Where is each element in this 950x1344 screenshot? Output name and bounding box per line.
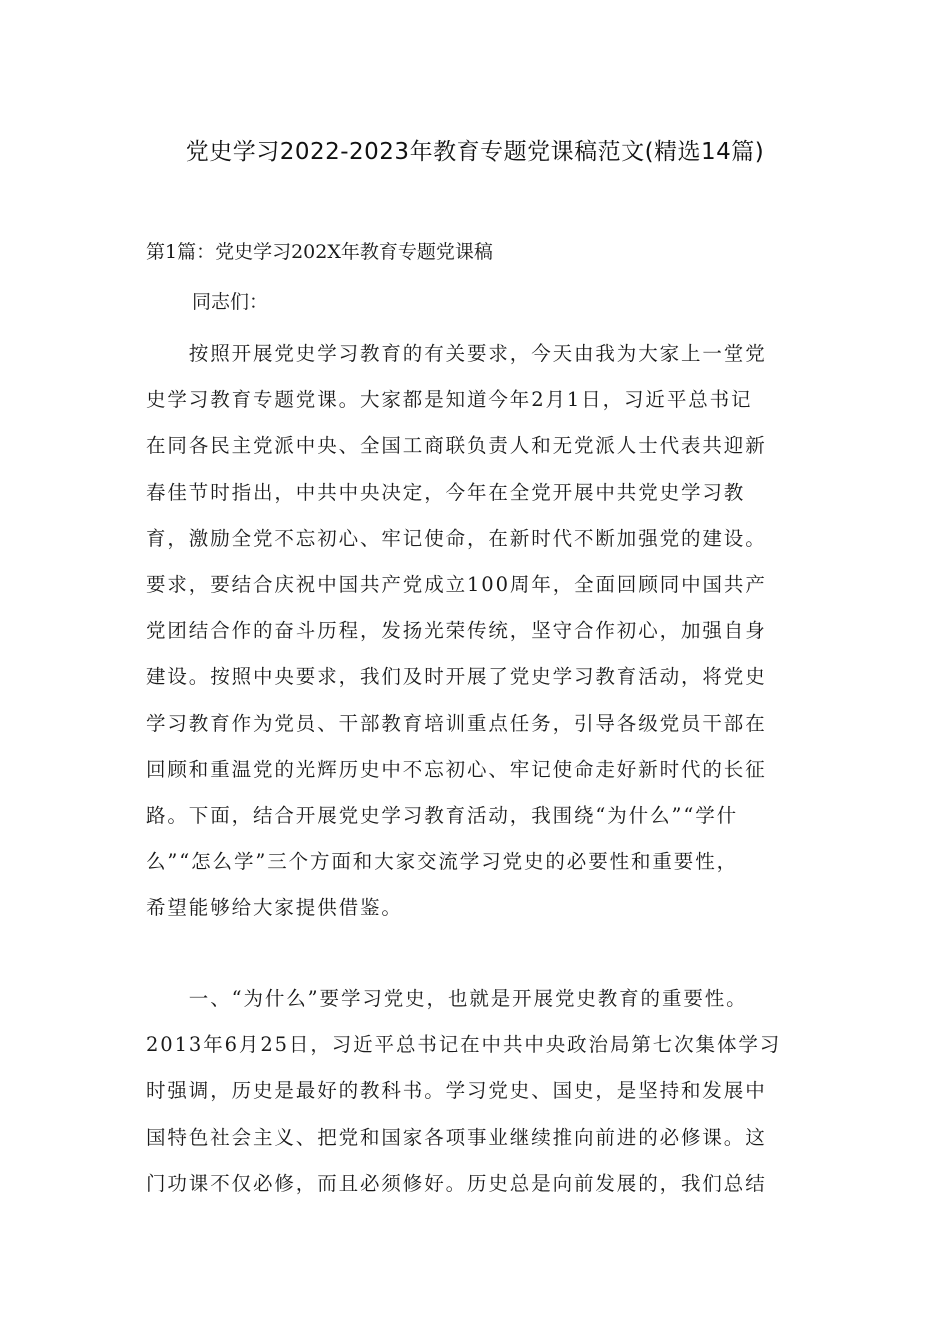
body-paragraph — [146, 976, 816, 1207]
text-line: 时强调，历史是最好的教科书。学习党史、国史，是坚持和发展中 — [146, 1079, 767, 1103]
text-line: 在同各民主党派中央、全国工商联负责人和无党派人士代表共迎新 — [146, 434, 767, 458]
text-line: 党团结合作的奋斗历程，发扬光荣传统，坚守合作初心，加强自身 — [146, 619, 767, 643]
text-line: 国特色社会主义、把党和国家各项事业继续推向前进的必修课。这 — [146, 1125, 767, 1149]
text-line: 育，激励全党不忘初心、牢记使命，在新时代不断加强党的建设。 — [146, 526, 767, 550]
text-line: 2013年6月25日，习近平总书记在中共中央政治局第七次集体学习 — [146, 1033, 782, 1057]
text-line: 一、“为什么”要学习党史，也就是开展党史教育的重要性。 — [146, 987, 748, 1010]
text-line: 按照开展党史学习教育的有关要求，今天由我为大家上一堂党 — [146, 342, 767, 365]
body-paragraph — [146, 331, 816, 932]
article-heading: 第1篇：党史学习202X年教育专题党课稿 — [146, 241, 493, 263]
text-line: 希望能够给大家提供借鉴。 — [146, 896, 403, 920]
text-line: 春佳节时指出，中共中央决定，今年在全党开展中共党史学习教 — [146, 480, 746, 504]
text-line: 么”“怎么学”三个方面和大家交流学习党史的必要性和重要性， — [146, 850, 739, 874]
text-line: 史学习教育专题党课。大家都是知道今年2月1日，习近平总书记 — [146, 388, 753, 412]
text-line: 学习教育作为党员、干部教育培训重点任务，引导各级党员干部在 — [146, 711, 767, 735]
text-line: 回顾和重温党的光辉历史中不忘初心、牢记使命走好新时代的长征 — [146, 757, 767, 781]
document-title: 党史学习2022-2023年教育专题党课稿范文(精选14篇) — [185, 139, 765, 165]
salutation: 同志们： — [192, 291, 269, 313]
text-line: 建设。按照中央要求，我们及时开展了党史学习教育活动，将党史 — [146, 665, 767, 689]
text-line: 门功课不仅必修，而且必须修好。历史总是向前发展的，我们总结 — [146, 1171, 767, 1195]
text-line: 路。下面，结合开展党史学习教育活动，我围绕“为什么”“学什 — [146, 804, 739, 828]
text-line: 要求，要结合庆祝中国共产党成立100周年，全面回顾同中国共产 — [146, 573, 767, 597]
